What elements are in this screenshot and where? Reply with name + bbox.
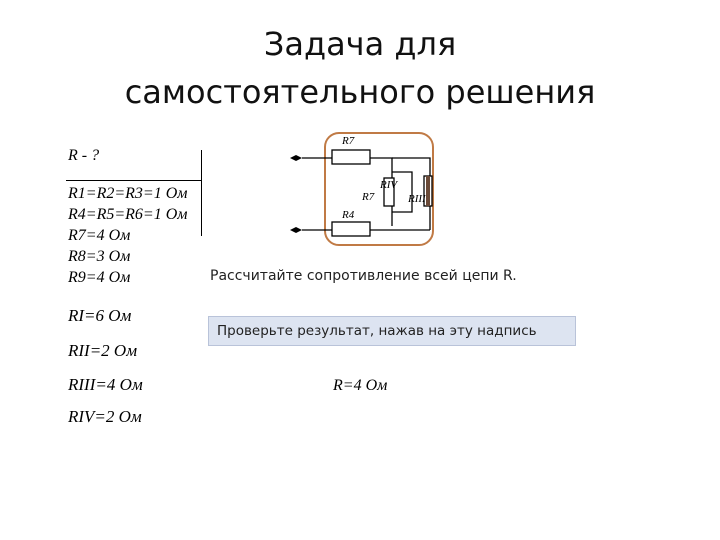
label-r-top: R7 bbox=[342, 135, 355, 147]
unknown-label: R - ? bbox=[68, 147, 100, 164]
resistor-iii-fill bbox=[426, 176, 430, 206]
answer-text: R=4 Ом bbox=[333, 377, 388, 394]
given-line: R4=R5=R6=1 Ом bbox=[68, 206, 188, 223]
terminal-bottom bbox=[290, 227, 302, 233]
result-line: RII=2 Ом bbox=[68, 341, 138, 360]
result-line: RI=6 Ом bbox=[68, 306, 132, 325]
check-result-button[interactable]: Проверьте результат, нажав на эту надпись bbox=[208, 316, 576, 346]
label-r-mid: R7 bbox=[362, 191, 375, 203]
slide-title-line2: самостоятельного решения bbox=[124, 73, 596, 111]
circuit-diagram bbox=[280, 128, 450, 248]
terminal-top bbox=[290, 155, 302, 161]
resistor-top bbox=[332, 150, 370, 164]
task-text: Рассчитайте сопротивление всей цепи R. bbox=[210, 268, 517, 284]
given-line: R8=3 Ом bbox=[68, 248, 131, 265]
given-line: R9=4 Ом bbox=[68, 269, 131, 286]
given-line: R1=R2=R3=1 Ом bbox=[68, 185, 188, 202]
slide-title-line1: Задача для bbox=[263, 25, 457, 63]
given-line: R7=4 Ом bbox=[68, 227, 131, 244]
resistor-bottom bbox=[332, 222, 370, 236]
label-r-iv: RIV bbox=[380, 179, 398, 191]
result-line: RIV=2 Ом bbox=[68, 407, 142, 426]
label-r-iii: RIII bbox=[408, 193, 426, 205]
result-line: RIII=4 Ом bbox=[68, 375, 143, 394]
given-divider-vertical bbox=[201, 150, 202, 236]
label-r-bottom: R4 bbox=[342, 209, 355, 221]
given-divider-horizontal bbox=[66, 180, 202, 181]
